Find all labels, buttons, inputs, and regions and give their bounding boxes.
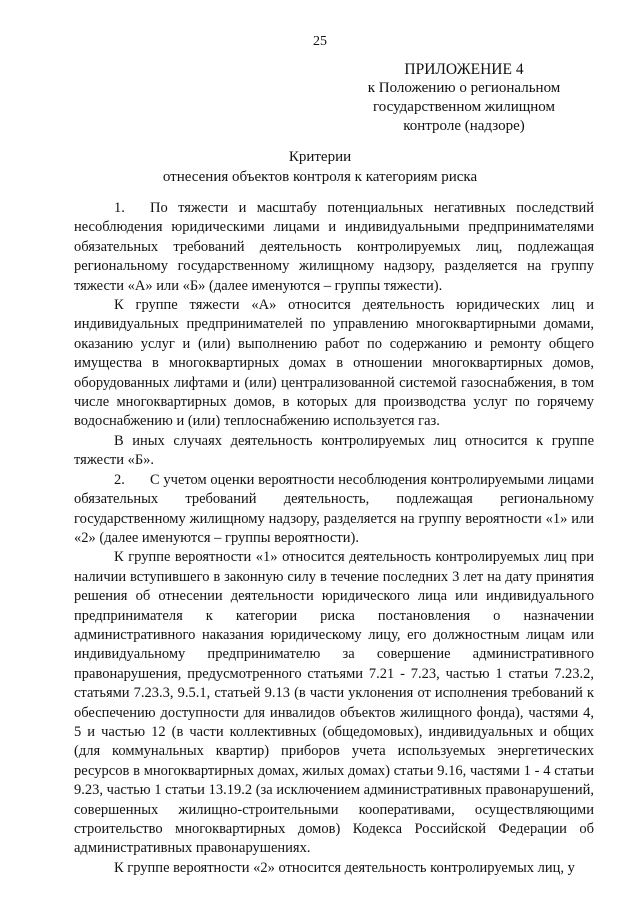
page-number: 25 xyxy=(313,34,327,49)
paragraph-text: К группе вероятности «2» относится деятельность контролируемых лиц, у xyxy=(114,859,575,876)
paragraph-number: 2. xyxy=(114,471,125,488)
heading-subtitle: отнесения объектов контроля к категориям риска xyxy=(162,169,478,185)
appendix-line: к Положению о региональном xyxy=(367,80,561,96)
paragraph-text: По тяжести и масштабу потенциальных негативных последствий несоблюдения юридическими лицами и индивидуальными предпринимателями обязательных требований деятельность контролируемых лиц, подлежащая региональному государственному жилищному надзору, разделяется на группу тяжести «А» или «Б» (далее именуются – группы тяжести). xyxy=(74,200,594,294)
paragraph xyxy=(74,432,594,471)
appendix-header xyxy=(340,60,588,136)
paragraph xyxy=(74,859,594,878)
paragraph-text: С учетом оценки вероятности несоблюдения контролируемыми лицами обязательных требований деятельность, подлежащая региональному государственному жилищному надзору, разделяется на группу вероятности «1» или «2» (далее именуются – группы вероятности). xyxy=(74,471,594,546)
paragraph-text: В иных случаях деятельность контролируемых лиц относится к группе тяжести «Б». xyxy=(74,432,594,469)
paragraph xyxy=(74,199,594,296)
document-heading xyxy=(0,147,640,187)
paragraph xyxy=(74,296,594,432)
heading-title: Критерии xyxy=(288,149,352,165)
appendix-line: государственном жилищном xyxy=(372,99,556,115)
appendix-line: контроле (надзоре) xyxy=(403,118,525,134)
paragraph xyxy=(74,471,594,549)
document-body xyxy=(74,199,594,878)
paragraph-text: К группе вероятности «1» относится деятельность контролируемых лиц при наличии вступившего в законную силу в течение последних 3 лет на дату принятия решения об отнесении деятельности юридического лица или индивидуального предпринимателя к категории риска постановления о назначении административного наказания юридическому лицу, его должностным лицам или индивидуальному предпринимателю за совершение административного правонарушения, предусмотренного статьями 7.21 - 7.23, частью 1 статьи 7.23.2, статьями 7.23.3, 9.5.1, статьей 9.13 (в части уклонения от исполнения требований к обеспечению доступности для инвалидов объектов жилищного фонда), частями 4, 5 и частью 12 (в части коллективных (общедомовых), индивидуальных и общих (для коммунальных квартир) приборов учета используемых энергетических ресурсов в многоквартирных домах, жилых домах) статьи 9.16, частями 1 - 4 статьи 9.23, частью 1 статьи 13.19.2 (за исключением административных правонарушений, совершенных жилищно-строительными кооперативами, осуществляющими строительство многоквартирных домов) Кодекса Российской Федерации об административных правонарушениях. xyxy=(74,549,594,857)
appendix-title: ПРИЛОЖЕНИЕ 4 xyxy=(404,61,524,78)
paragraph-text: К группе тяжести «А» относится деятельность юридических лиц и индивидуальных предпринимателей по управлению многоквартирными домами, оказанию услуг и (или) выполнению работ по содержанию и ремонту общего имущества в многоквартирных домах в отношении многоквартирных домов, оборудованных лифтами и (или) централизованной системой газоснабжения, в том числе многоквартирных домов, в которых для производства услуг по горячему водоснабжению и (или) теплоснабжению используется газ. xyxy=(74,297,594,430)
paragraph-number: 1. xyxy=(114,200,125,216)
paragraph xyxy=(74,548,594,859)
